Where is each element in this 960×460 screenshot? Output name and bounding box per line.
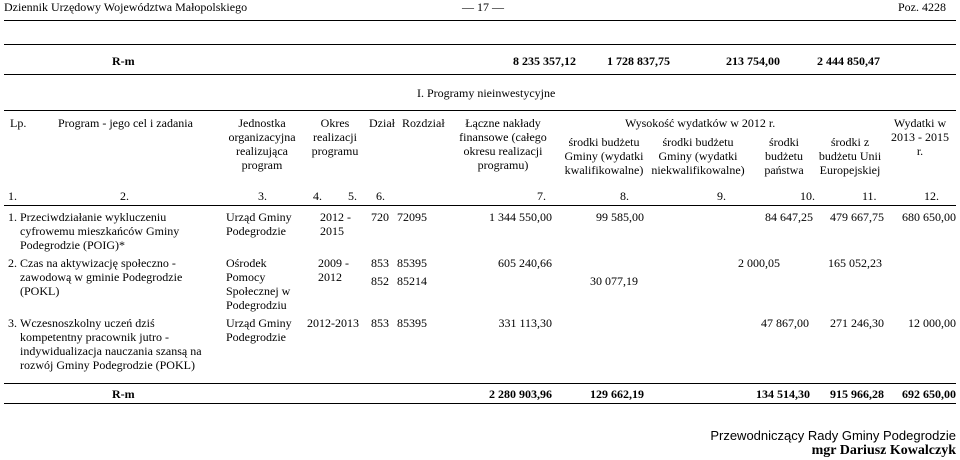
row-program: Przeciwdziałanie wykluczeniu cyfrowemu mieszkańców Gminy Podegrodzie (POIG)* — [20, 210, 180, 252]
row-laczne: 605 240,66 — [498, 256, 552, 270]
col-num-6: 6. — [376, 189, 385, 203]
row-dzial: 720 — [371, 210, 389, 224]
row-laczne: 331 113,30 — [498, 316, 552, 330]
col-kwal: środki budżetu Gminy (wydatki kwalifikowalne) — [564, 135, 644, 177]
header-rule — [4, 20, 956, 21]
row-w2013: 271 246,30 — [830, 316, 884, 330]
col-laczne: Łączne nakłady finansowe (całego okresu realizacji programu) — [459, 116, 547, 172]
row-rozdzial: 85395 — [397, 256, 427, 270]
row-extra: 680 650,00 — [902, 210, 956, 224]
row-jednostka: Urząd Gminy Podegrodzie — [226, 316, 292, 344]
col-num-4: 4. — [313, 189, 322, 203]
col-lp: Lp. — [10, 116, 27, 130]
col-num-11: 11. — [862, 189, 877, 203]
table-top-rule — [4, 110, 956, 111]
col-num-3: 3. — [258, 189, 267, 203]
row-niekwal: 2 000,05 — [738, 256, 780, 270]
row-lp: 3. — [8, 316, 17, 330]
rm-bottom-value-1: 2 280 903,96 — [489, 387, 552, 401]
row-rozdzial-2: 85214 — [397, 274, 427, 288]
row-extra: 12 000,00 — [908, 316, 956, 330]
col-num-5: 5. — [348, 189, 357, 203]
col-wysokosc: Wysokość wydatków w 2012 r. — [625, 116, 776, 130]
col-jednostka: Jednostka organizacyjna realizująca program — [228, 116, 296, 172]
col-program: Program - jego cel i zadania — [58, 116, 193, 130]
col-ue: środki z budżetu Unii Europejskiej — [818, 135, 882, 177]
rm-bottom-value-3: 134 514,30 — [756, 387, 810, 401]
rm-bottom-value-5: 692 650,00 — [902, 387, 956, 401]
rm-top-value-1: 8 235 357,12 — [513, 54, 576, 68]
rm-bottom-value-4: 915 966,28 — [830, 387, 884, 401]
row-rozdzial: 72095 — [397, 210, 427, 224]
col-dzial: Dział — [369, 116, 395, 130]
signature-title: Przewodniczący Rady Gminy Podegrodzie — [710, 428, 956, 443]
row-lp: 1. — [8, 210, 17, 224]
row-kwal: 99 585,00 — [596, 210, 644, 224]
rm-top-value-3: 213 754,00 — [726, 54, 780, 68]
row-program: Czas na aktywizację społeczno - zawodową w gminie Podegrodzie (POKL) — [20, 256, 183, 298]
row-ue: 165 052,23 — [828, 256, 882, 270]
row-dzial-2: 852 — [371, 274, 389, 288]
row-kwal-2: 30 077,19 — [590, 274, 638, 288]
col-num-2: 2. — [120, 189, 129, 203]
col-okres: Okres realizacji programu — [311, 116, 359, 158]
col-niekwal: środki budżetu Gminy (wydatki niekwalifikowalne) — [651, 135, 745, 177]
row-rozdzial: 85395 — [397, 316, 427, 330]
page-number: — 17 — — [462, 0, 504, 14]
rule — [4, 383, 956, 384]
row-ue: 47 867,00 — [761, 316, 809, 330]
row-dzial: 853 — [371, 256, 389, 270]
row-okres: 2012-2013 — [307, 316, 359, 330]
row-okres: 2009 - 2012 — [318, 256, 349, 284]
col-wydatki-2013: Wydatki w 2013 - 2015 r. — [891, 116, 949, 158]
col-num-8: 8. — [620, 189, 629, 203]
row-jednostka: Ośrodek Pomocy Społecznej w Podegrodziu — [226, 256, 291, 312]
col-rozdzial: Rozdział — [402, 116, 445, 130]
col-num-10: 10. — [800, 189, 815, 203]
rm-bottom-value-2: 129 662,19 — [590, 387, 644, 401]
col-num-1: 1. — [8, 189, 17, 203]
rule — [4, 74, 956, 75]
rm-top-label: R-m — [112, 54, 135, 68]
col-num-7: 7. — [537, 189, 546, 203]
col-num-9: 9. — [717, 189, 726, 203]
journal-title: Dziennik Urzędowy Województwa Małopolskiego — [4, 0, 248, 14]
row-w2013: 479 667,75 — [830, 210, 884, 224]
rm-top-value-4: 2 444 850,47 — [817, 54, 880, 68]
col-num-12: 12. — [924, 189, 939, 203]
section-title: I. Programy nieinwestycyjne — [417, 86, 556, 100]
signature-name: mgr Dariusz Kowalczyk — [811, 443, 956, 458]
rm-bottom-label: R-m — [112, 387, 135, 401]
row-lp: 2. — [8, 256, 17, 270]
rule — [4, 205, 956, 206]
row-dzial: 853 — [371, 316, 389, 330]
row-jednostka: Urząd Gminy Podegrodzie — [226, 210, 292, 238]
rule — [4, 44, 956, 45]
row-laczne: 1 344 550,00 — [489, 210, 552, 224]
row-ue: 84 647,25 — [765, 210, 813, 224]
row-program: Wczesnoszkolny uczeń dziś kompetentny pracownik jutro - indywidualizacja nauczania szansą na rozwój Gminy Podegrodzie (POKL) — [20, 316, 202, 372]
rm-top-value-2: 1 728 837,75 — [607, 54, 670, 68]
col-panstwa: środki budżetu państwa — [764, 135, 804, 177]
position-number: Poz. 4228 — [898, 0, 946, 14]
rule — [4, 403, 956, 404]
row-okres: 2012 - 2015 — [320, 210, 351, 238]
